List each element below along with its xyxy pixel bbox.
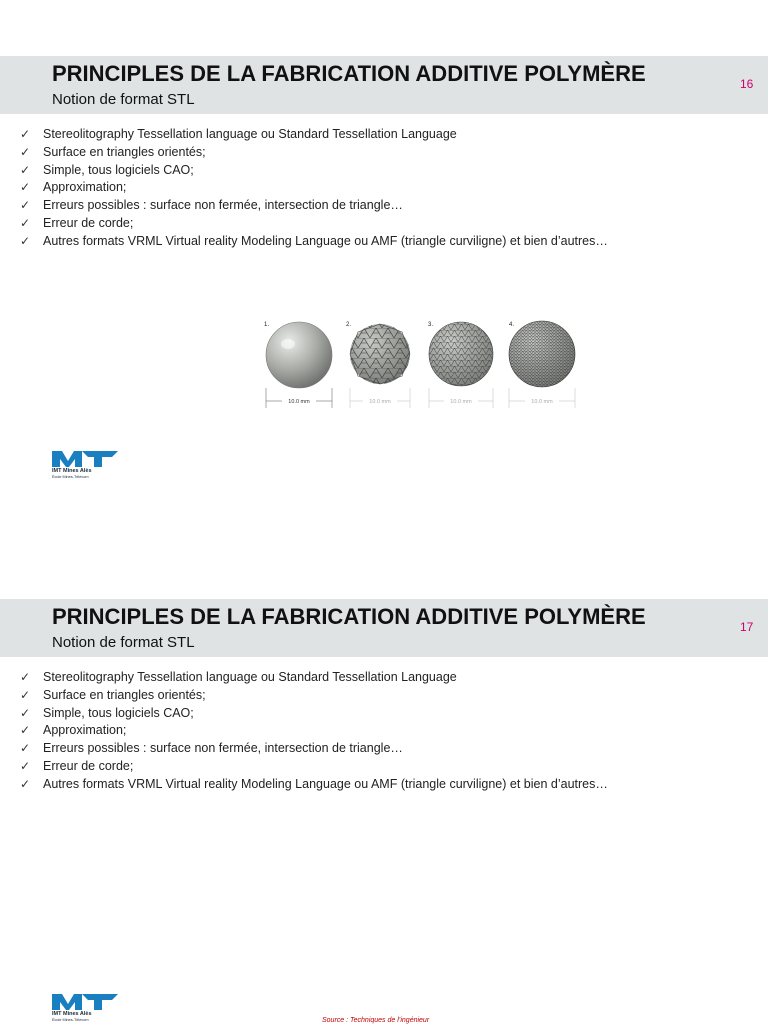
imt-logo	[52, 449, 122, 485]
bullet-item	[20, 179, 608, 197]
bullet-item	[20, 197, 608, 215]
logo-name: IMT Mines Alès	[52, 1011, 92, 1017]
slide-header	[0, 599, 768, 657]
bullet-item	[20, 669, 608, 687]
dimension-label: 10.0 mm	[369, 399, 391, 405]
bullet-item	[20, 740, 608, 758]
page-number: 16	[740, 77, 754, 91]
imt-logo	[52, 992, 122, 1024]
checkmark-icon: ✓	[20, 776, 31, 791]
dimension-label: 10.0 mm	[288, 399, 310, 405]
checkmark-icon: ✓	[20, 162, 31, 177]
bullet-text: Simple, tous logiciels CAO;	[43, 162, 194, 177]
bullet-text: Erreurs possibles : surface non fermée, intersection de triangle…	[43, 198, 403, 213]
bullet-text: Approximation;	[43, 180, 127, 195]
bullet-item	[20, 776, 608, 794]
bullet-list	[20, 669, 608, 794]
slide-subtitle: Notion de format STL	[52, 634, 195, 651]
sphere-smooth	[266, 322, 332, 388]
checkmark-icon: ✓	[20, 127, 31, 141]
bullet-text: Erreur de corde;	[43, 215, 134, 230]
bullet-text: Erreurs possibles : surface non fermée, intersection de triangle…	[43, 741, 403, 756]
bullet-item	[20, 705, 608, 723]
bullet-item	[20, 687, 608, 705]
bullet-item	[20, 144, 608, 162]
checkmark-icon: ✓	[20, 670, 31, 684]
checkmark-icon: ✓	[20, 215, 31, 230]
imt-logo-mark	[52, 992, 120, 1010]
checkmark-icon: ✓	[20, 741, 31, 756]
bullet-item	[20, 722, 608, 740]
bullet-text: Surface en triangles orientés;	[43, 687, 206, 702]
checkmark-icon: ✓	[20, 198, 31, 213]
slide-17	[0, 543, 768, 1024]
imt-logo-mark	[52, 449, 120, 467]
logo-subtitle: École Mines-Télécom	[52, 475, 89, 479]
figure-label-1: 1.	[264, 322, 270, 328]
slide-subtitle: Notion de format STL	[52, 91, 195, 108]
bullet-text: Erreur de corde;	[43, 758, 134, 773]
bullet-text: Stereolitography Tessellation language ou Standard Tessellation Language	[43, 670, 457, 684]
figure-label-2: 2.	[346, 322, 352, 328]
logo-subtitle: École Mines-Télécom	[52, 1018, 89, 1022]
stl-sphere-figure	[262, 318, 578, 410]
bullet-text: Simple, tous logiciels CAO;	[43, 705, 194, 720]
figure-label-4: 4.	[509, 322, 515, 328]
dimension-label: 10.0 mm	[450, 399, 472, 405]
page-number: 17	[740, 620, 754, 634]
bullet-text: Autres formats VRML Virtual reality Modeling Language ou AMF (triangle curviligne) et bien d’autres…	[43, 233, 608, 248]
bullet-text: Surface en triangles orientés;	[43, 144, 206, 159]
checkmark-icon: ✓	[20, 705, 31, 720]
checkmark-icon: ✓	[20, 180, 31, 195]
logo-name: IMT Mines Alès	[52, 468, 92, 474]
slide-title: PRINCIPLES DE LA FABRICATION ADDITIVE POLYMÈRE	[52, 61, 646, 86]
checkmark-icon: ✓	[20, 687, 31, 702]
figure-label-3: 3.	[428, 322, 434, 328]
source-note: Source : Techniques de l’ingénieur	[322, 1017, 430, 1024]
bullet-item	[20, 162, 608, 180]
slide-title: PRINCIPLES DE LA FABRICATION ADDITIVE POLYMÈRE	[52, 604, 646, 629]
bullet-text: Approximation;	[43, 723, 127, 738]
checkmark-icon: ✓	[20, 233, 31, 248]
bullet-item	[20, 126, 608, 144]
bullet-text: Autres formats VRML Virtual reality Modeling Language ou AMF (triangle curviligne) et bien d’autres…	[43, 776, 608, 791]
checkmark-icon: ✓	[20, 723, 31, 738]
bullet-item	[20, 233, 608, 251]
bullet-item	[20, 215, 608, 233]
bullet-text: Stereolitography Tessellation language ou Standard Tessellation Language	[43, 127, 457, 141]
slide-header	[0, 56, 768, 114]
checkmark-icon: ✓	[20, 144, 31, 159]
bullet-list	[20, 126, 608, 251]
checkmark-icon: ✓	[20, 758, 31, 773]
bullet-item	[20, 758, 608, 776]
dimension-label: 10.0 mm	[531, 399, 553, 405]
